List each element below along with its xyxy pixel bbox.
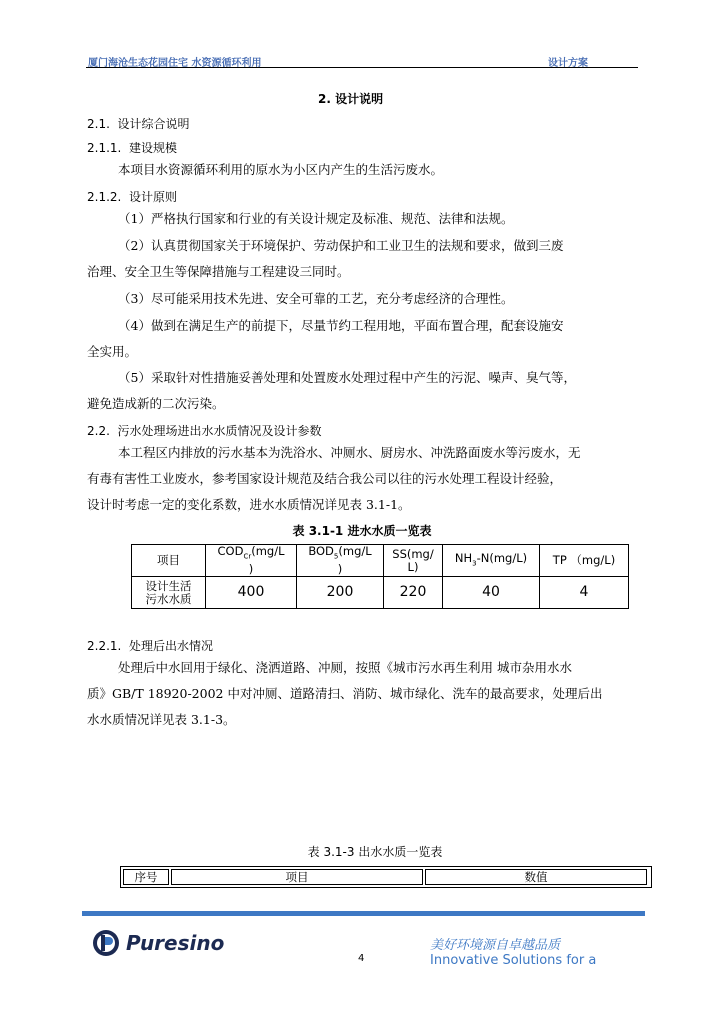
paragraph-2-2-line-1: 本工程区内排放的污水基本为洗浴水、冲厕水、厨房水、冲洗路面废水等污废水，无 <box>118 445 581 460</box>
principle-4-line-2: 全实用。 <box>87 344 138 359</box>
heading-2-1-2 <box>87 188 177 205</box>
heading-text: 设计原则 <box>129 190 178 204</box>
principle-2-line-1: （2）认真贯彻国家关于环境保护、劳动保护和工业卫生的法规和要求，做到三废 <box>118 238 564 253</box>
puresino-logo-icon <box>92 929 120 957</box>
heading-2-2 <box>87 422 322 439</box>
paragraph-2-2-1-line-1: 处理后中水回用于绿化、浇洒道路、冲厕，按照《城市污水再生利用 城市杂用水水 <box>118 660 572 675</box>
header-nh3n: $NH_3-N(mg/L)$ <box>443 545 540 577</box>
principle-4-line-1: （4）做到在满足生产的前提下，尽量节约工程用地，平面布置合理，配套设施安 <box>118 318 564 333</box>
heading-text: 设计综合说明 <box>117 117 190 131</box>
table-2-caption: 表 3.1-3 出水水质一览表 <box>307 845 443 859</box>
header-left: 厦门海沧生态花园住宅 水资源循环利用 <box>88 58 262 69</box>
header-right: 设计方案 <box>548 58 588 69</box>
header-tp: TP （mg/L) <box>540 545 629 577</box>
paragraph-2-2-line-3: 设计时考虑一定的变化系数，进水水质情况详见表 3.1-1。 <box>87 497 411 512</box>
heading-2-1-1 <box>87 139 177 156</box>
footer-rule <box>82 911 645 916</box>
table-1-caption: 表 3.1-1 进水水质一览表 <box>292 524 432 538</box>
cell-bod: 200 <box>297 577 384 609</box>
heading-2-1 <box>87 115 190 132</box>
cell-tp: 4 <box>540 577 629 609</box>
heading-2-2-1 <box>87 637 213 654</box>
header-ss: SS(mg/ L) <box>384 545 443 577</box>
header-item: 项目 <box>132 545 206 577</box>
heading-text: 处理后出水情况 <box>129 639 214 653</box>
slogan-chinese: 美好环境源自卓越品质 <box>430 938 561 953</box>
principle-3: （3）尽可能采用技术先进、安全可靠的工艺，充分考虑经济的合理性。 <box>118 291 514 306</box>
row-label: 设计生活 污水水质 <box>132 577 206 609</box>
influent-quality-table <box>131 544 629 609</box>
brand-name: Puresino <box>126 931 225 955</box>
table-header-row <box>132 545 629 577</box>
paragraph-2-2-1-line-3: 水水质情况详见表 3.1-3。 <box>87 712 236 727</box>
header-value: 数值 <box>425 869 647 885</box>
heading-number: 2.1.2. <box>87 190 122 204</box>
principle-5-line-2: 避免造成新的二次污染。 <box>87 396 225 411</box>
effluent-quality-table <box>120 866 652 888</box>
header-bod: $BOD_5(mg/L$ ) <box>297 545 384 577</box>
heading-number: 2.2.1. <box>87 639 122 653</box>
table-row <box>132 577 629 609</box>
cell-ss: 220 <box>384 577 443 609</box>
header-seq: 序号 <box>123 869 169 885</box>
header-rule <box>86 67 638 68</box>
slogan-english: Innovative Solutions for a <box>430 953 597 968</box>
header-item: 项目 <box>171 869 423 885</box>
paragraph-2-2-1-line-2: 质》GB/T 18920-2002 中对冲厕、道路清扫、消防、城市绿化、洗车的最高要求，处理后出 <box>87 686 603 701</box>
heading-text: 污水处理场进出水水质情况及设计参数 <box>117 424 322 438</box>
heading-number: 2.2. <box>87 424 110 438</box>
cell-cod: 400 <box>206 577 297 609</box>
principle-5-line-1: （5）采取针对性措施妥善处理和处置废水处理过程中产生的污泥、噪声、臭气等， <box>118 370 576 385</box>
page-number: 4 <box>358 953 365 964</box>
paragraph-2-2-line-2: 有毒有害性工业废水，参考国家设计规范及结合我公司以往的污水处理工程设计经验， <box>87 471 563 486</box>
heading-text: 建设规模 <box>129 141 178 155</box>
heading-number: 2.1. <box>87 117 110 131</box>
principle-2-line-2: 治理、安全卫生等保障措施与工程建设三同时。 <box>87 264 350 279</box>
paragraph-scale: 本项目水资源循环利用的原水为小区内产生的生活污废水。 <box>118 162 444 177</box>
heading-number: 2.1.1. <box>87 141 122 155</box>
principle-1: （1）严格执行国家和行业的有关设计规定及标准、规范、法律和法规。 <box>118 211 514 226</box>
cell-nh3n: 40 <box>443 577 540 609</box>
section-title: 2. 设计说明 <box>318 92 384 106</box>
header-cod: $COD_{Cr}(mg/L$ ) <box>206 545 297 577</box>
